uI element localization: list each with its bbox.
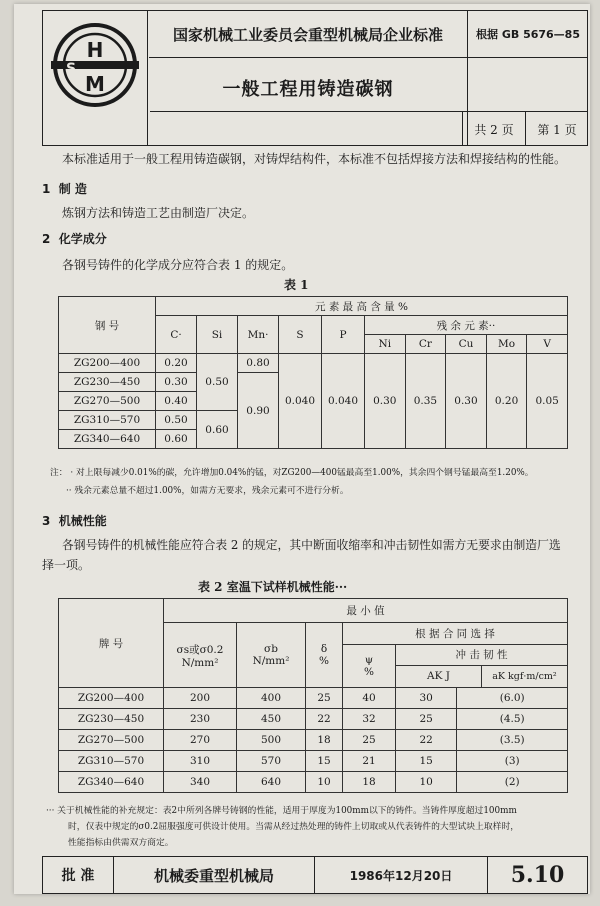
- table-2-caption: 表 2 室温下试样机械性能···: [198, 580, 348, 594]
- c-cell: 0.40: [156, 392, 197, 411]
- section-1-heading: [42, 180, 87, 197]
- header-si: Si: [197, 316, 238, 354]
- section-2-text: 各钢号铸件的化学成分应符合表 1 的规定。: [62, 258, 294, 272]
- tensile-cell: 450: [237, 709, 306, 730]
- ak-cell: (3): [457, 751, 568, 772]
- document-code: 5.10: [510, 862, 565, 888]
- v-cell: 0.05: [527, 354, 568, 449]
- mechanical-properties-table: [58, 598, 568, 793]
- yield-cell: 340: [164, 772, 237, 793]
- cu-cell: 0.30: [446, 354, 487, 449]
- psi-cell: 40: [343, 688, 396, 709]
- psi-unit: %: [364, 666, 374, 678]
- table-2-note-1: ··· 关于机械性能的补充规定：表2中所列各牌号铸钢的性能，适用于厚度为100mm以下的铸件。当铸件厚度超过100mm: [46, 806, 517, 816]
- standard-title: 一般工程用铸造碳钢: [222, 79, 394, 100]
- elongation-cell: 18: [306, 730, 343, 751]
- svg-text:M: M: [85, 72, 105, 96]
- table-1-caption: 表 1: [284, 278, 309, 292]
- header-elongation: [306, 623, 343, 688]
- approval-date: 1986年12月20日: [315, 857, 488, 893]
- header-min-value: 最 小 值: [164, 599, 568, 623]
- page-number: 第 1 页: [525, 112, 588, 146]
- grade-cell: ZG340—640: [59, 772, 164, 793]
- mn-cell: 0.90: [238, 373, 279, 449]
- table-2-note-2: 时，仅表中规定的σ0.2屈服强度可供设计使用。当需从经过热处理的铸件上切取或从代表铸件的大型试块上取样时，: [68, 822, 520, 832]
- header-v: V: [527, 335, 568, 354]
- cr-cell: 0.35: [405, 354, 446, 449]
- grade-cell: ZG310—570: [59, 411, 156, 430]
- grade-cell: ZG270—500: [59, 730, 164, 751]
- c-cell: 0.20: [156, 354, 197, 373]
- psi-cell: 32: [343, 709, 396, 730]
- header-tensile: [237, 623, 306, 688]
- header-mo: Mo: [486, 335, 527, 354]
- header-max-content: 元 素 最 高 含 量 %: [156, 297, 568, 316]
- tensile-cell: 400: [237, 688, 306, 709]
- section-3-text-line-2: 择一项。: [42, 558, 91, 572]
- yield-cell: 270: [164, 730, 237, 751]
- grade-cell: ZG200—400: [59, 354, 156, 373]
- section-3-text-line-1: 各钢号铸件的机械性能应符合表 2 的规定，其中断面收缩率和冲击韧性如需方无要求由制造厂选: [62, 538, 561, 552]
- approval-label: 批 准: [43, 857, 114, 893]
- s-cell: 0.040: [279, 354, 322, 449]
- total-pages: 共 2 页: [462, 112, 525, 146]
- yield-cell: 230: [164, 709, 237, 730]
- elongation-label: δ: [320, 643, 328, 655]
- header-impact-group: [396, 645, 568, 688]
- standard-header: [42, 10, 588, 146]
- header-mn: Mn·: [238, 316, 279, 354]
- table-1-note-1: 注： · 对上限每减少0.01%的碳，允许增加0.04%的锰，对ZG200—400锰最高至1.00%，其余四个钢号锰最高至1.20%。: [50, 468, 534, 478]
- issuing-organization: 国家机械工业委员会重型机械局企业标准: [149, 11, 467, 58]
- section-title: 化学成分: [58, 232, 107, 246]
- header-p: P: [322, 316, 365, 354]
- section-3-heading: [42, 512, 107, 529]
- header-residual: 残 余 元 素··: [365, 316, 568, 335]
- elongation-cell: 15: [306, 751, 343, 772]
- header-grade: 牌 号: [59, 599, 164, 688]
- grade-cell: ZG340—640: [59, 430, 156, 449]
- elongation-cell: 25: [306, 688, 343, 709]
- table-1-note-2: ·· 残余元素总量不超过1.00%，如需方无要求，残余元素可不进行分析。: [66, 486, 349, 496]
- psi-cell: 21: [343, 751, 396, 772]
- yield-unit: N/mm²: [181, 656, 219, 669]
- ak-cell: (2): [457, 772, 568, 793]
- grade-cell: ZG230—450: [59, 373, 156, 392]
- si-cell: 0.50: [197, 354, 238, 411]
- page-count-row: [150, 111, 588, 146]
- tensile-label: σb: [264, 643, 278, 655]
- header-contract: 根 据 合 同 选 择: [343, 623, 568, 645]
- grade-cell: ZG310—570: [59, 751, 164, 772]
- akj-cell: 30: [396, 688, 457, 709]
- header-right-panel: [467, 11, 588, 145]
- psi-label: ψ: [364, 654, 374, 666]
- approval-footer: [42, 856, 588, 894]
- yield-cell: 200: [164, 688, 237, 709]
- logo-emblem-icon: [43, 11, 147, 115]
- approving-organization: 机械委重型机械局: [114, 857, 315, 893]
- ak-cell: (6.0): [457, 688, 568, 709]
- header-s: S: [279, 316, 322, 354]
- header-psi: [343, 645, 396, 688]
- grade-cell: ZG200—400: [59, 688, 164, 709]
- tensile-cell: 500: [237, 730, 306, 751]
- section-title: 制 造: [58, 182, 87, 196]
- table-2-note-3: 性能指标由供需双方商定。: [68, 838, 174, 848]
- akj-cell: 22: [396, 730, 457, 751]
- section-title: 机械性能: [58, 514, 107, 528]
- ni-cell: 0.30: [365, 354, 406, 449]
- elongation-cell: 10: [306, 772, 343, 793]
- yield-label: σs或σ0.2: [176, 643, 224, 656]
- tensile-cell: 570: [237, 751, 306, 772]
- header-cr: Cr: [405, 335, 446, 354]
- header-ni: Ni: [365, 335, 406, 354]
- ak-cell: (4.5): [457, 709, 568, 730]
- elongation-unit: %: [319, 655, 329, 667]
- psi-cell: 18: [343, 772, 396, 793]
- header-akj: AK J: [396, 666, 482, 687]
- c-cell: 0.50: [156, 411, 197, 430]
- chemical-composition-table: [58, 296, 568, 449]
- section-number: 3: [42, 514, 51, 528]
- section-number: 2: [42, 232, 51, 246]
- ak-cell: (3.5): [457, 730, 568, 751]
- section-2-heading: [42, 230, 107, 247]
- akj-cell: 25: [396, 709, 457, 730]
- p-cell: 0.040: [322, 354, 365, 449]
- psi-cell: 25: [343, 730, 396, 751]
- hsm-logo: [43, 11, 148, 145]
- header-cu: Cu: [446, 335, 487, 354]
- grade-cell: ZG230—450: [59, 709, 164, 730]
- c-cell: 0.30: [156, 373, 197, 392]
- header-yield: [164, 623, 237, 688]
- yield-cell: 310: [164, 751, 237, 772]
- mo-cell: 0.20: [486, 354, 527, 449]
- basis-standard: 根据 GB 5676—85: [468, 11, 588, 58]
- akj-cell: 15: [396, 751, 457, 772]
- header-ak: aK kgf·m/cm²: [492, 671, 557, 682]
- akj-cell: 10: [396, 772, 457, 793]
- tensile-cell: 640: [237, 772, 306, 793]
- section-1-text: 炼钢方法和铸造工艺由制造厂决定。: [62, 206, 255, 220]
- tensile-unit: N/mm²: [252, 655, 290, 667]
- svg-text:S: S: [65, 61, 77, 77]
- intro-text: 本标准适用于一般工程用铸造碳钢，对铸焊结构件，本标准不包括焊接方法和焊接结构的性能。: [62, 152, 567, 166]
- header-impact: 冲 击 韧 性: [396, 645, 567, 666]
- grade-cell: ZG270—500: [59, 392, 156, 411]
- svg-text:H: H: [86, 38, 104, 62]
- section-number: 1: [42, 182, 51, 196]
- si-cell: 0.60: [197, 411, 238, 449]
- header-grade: 钢 号: [59, 297, 156, 354]
- header-c: C·: [156, 316, 197, 354]
- c-cell: 0.60: [156, 430, 197, 449]
- mn-cell: 0.80: [238, 354, 279, 373]
- document-page: [14, 4, 590, 894]
- elongation-cell: 22: [306, 709, 343, 730]
